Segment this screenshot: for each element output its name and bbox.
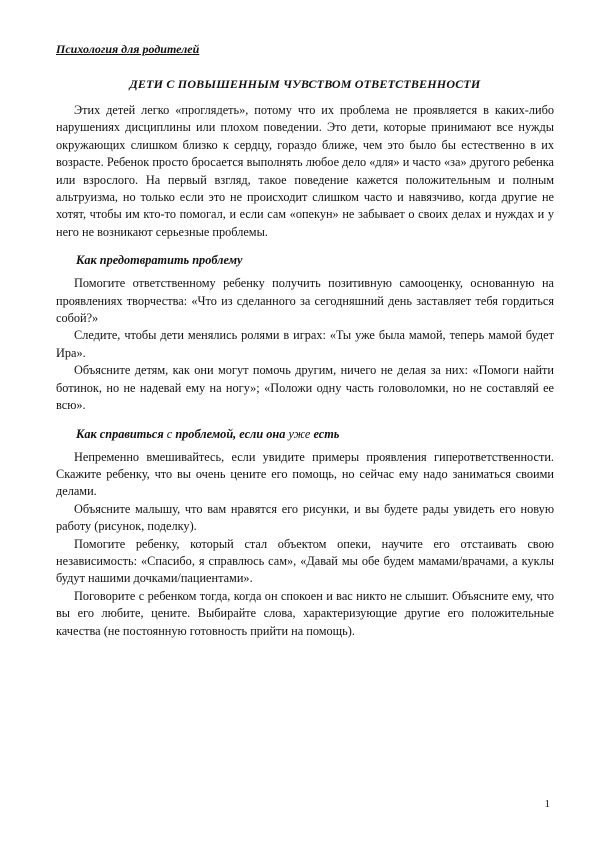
section-heading-cope xyxy=(76,427,554,442)
paragraph: Следите, чтобы дети менялись ролями в играх: «Ты уже была мамой, теперь мамой будет Ира». xyxy=(56,328,554,360)
page-number: 1 xyxy=(544,798,550,810)
page-header: Психология для родителей xyxy=(56,42,200,56)
intro-paragraph: Этих детей легко «проглядеть», потому что их проблема не проявляется в каких-либо нарушениях дисциплины или плохом поведении. Это дети, которые принимают все нужды окружающих слишком близко к сердцу, гораздо ближе, чем это было бы естественно в их возрасте. Ребенок просто бросается выполнять любое дело «для» и часто «за» другого ребенка или взрослого. На первый взгляд, такое поведение кажется положительным и полным альтруизма, но только если это не происходит слишком часто и навязчиво, когда другие не хотят, чтобы им кто-то помогал, и если сам «опекун» не забывает о своих делах и нуждах и у него не возникают серьезные проблемы. xyxy=(56,103,554,239)
paragraph: Непременно вмешивайтесь, если увидите примеры проявления гиперответственности. Скажите ребенку, что вы очень цените его помощь, но сейчас ему надо заниматься своими делами. xyxy=(56,449,554,499)
heading-part: с xyxy=(163,426,176,441)
document-title: ДЕТИ С ПОВЫШЕННЫМ ЧУВСТВОМ ОТВЕТСТВЕННОСТИ xyxy=(129,77,481,91)
paragraph: Объясните малышу, что вам нравятся его рисунки, и вы будете рады увидеть его новую работу (рисунок, поделку). xyxy=(56,501,554,534)
heading-part: есть xyxy=(313,426,340,441)
heading-part: проблемой, если она xyxy=(175,426,286,441)
section-heading-prevent: Как предотвратить проблему xyxy=(76,253,243,268)
heading-part: Как справиться xyxy=(76,426,164,441)
paragraph: Объясните детям, как они могут помочь другим, ничего не делая за них: «Помоги найти ботинок, но не надевай ему на ногу»; «Положи одну часть головоломки, но не составляй ее всю». xyxy=(56,363,554,413)
heading-part: уже xyxy=(285,426,314,441)
paragraph: Помогите ребенку, который стал объектом опеки, научите его отстаивать свою независимость: «Спасибо, я справлюсь сам», «Давай мы обе будем мамами/врачами, а куклы будут нашими дочками/пациентами». xyxy=(56,536,554,586)
paragraph: Поговорите с ребенком тогда, когда он спокоен и вас никто не слышит. Объясните ему, что вы его любите, цените. Выбирайте слова, характеризующие другие его положительные качества (не постоянную готовность прийти на помощь). xyxy=(56,588,554,638)
paragraph: Помогите ответственному ребенку получить позитивную самооценку, основанную на проявлениях творчества: «Что из сделанного за сегодняшний день заставляет тебя гордиться собой?» xyxy=(56,276,554,326)
document-page xyxy=(56,42,554,640)
